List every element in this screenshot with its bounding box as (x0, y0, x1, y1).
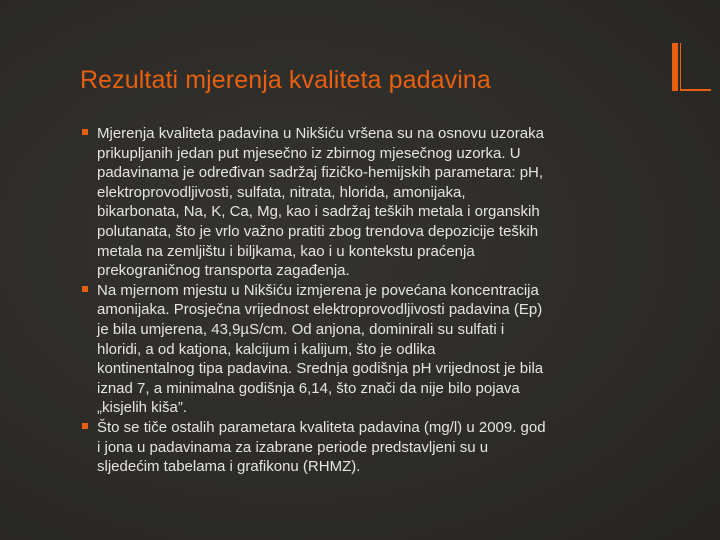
text-line: metala na zemljištu i biljkama, kao i u kontekstu praćenja (97, 242, 475, 260)
bullet-list (82, 124, 638, 477)
text-line: i jona u padavinama za izabrane periode predstavljeni su u (97, 438, 489, 456)
text-line: bikarbonata, Na, K, Ca, Mg, kao i sadržaj teških metala i organskih (97, 203, 540, 221)
bullet-item (82, 418, 638, 477)
text-line: iznad 7, a minimalna godišnja 6,14, što znači da nije bilo pojava (97, 379, 520, 397)
bullet-item (82, 124, 638, 281)
text-line: Što se tiče ostalih parametara kvaliteta padavina (mg/l) u 2009. god (97, 418, 546, 436)
text-line: Mjerenja kvaliteta padavina u Nikšiću vršena su na osnovu uzoraka (97, 125, 544, 142)
text-line: kontinentalnog tipa padavina. Srednja godišnja pH vrijednost je bila (97, 360, 544, 378)
bullet-text (97, 418, 638, 477)
text-line: elektroprovodljivosti, sulfata, nitrata, hlorida, amonijaka, (97, 183, 466, 201)
square-bullet-icon (82, 129, 88, 135)
text-line: sljedećim tabelama i grafikonu (RHMZ). (97, 458, 361, 476)
text-line: prekograničnog transporta zagađenja. (97, 262, 350, 280)
text-line: je bila umjerena, 43,9µS/cm. Od anjona, dominirali su sulfati i (97, 320, 505, 338)
accent-frame-decoration (680, 43, 711, 91)
square-bullet-icon (82, 286, 88, 292)
text-line: „kisjelih kiša”. (97, 399, 188, 417)
accent-bar-decoration (672, 43, 678, 91)
slide-title: Rezultati mjerenja kvaliteta padavina (80, 66, 491, 94)
text-line: prikupljanih jedan put mjesečno iz zbirnog mjesečnog uzorka. U (97, 144, 521, 162)
text-line: hloridi, a od katjona, kalcijum i kalijum, što je odlika (97, 340, 436, 358)
text-line: Na mjernom mjestu u Nikšiću izmjerena je povećana koncentracija (97, 281, 539, 299)
bullet-text (97, 124, 638, 281)
bullet-item (82, 281, 638, 418)
text-line: polutanata, što je vrlo važno pratiti zbog trendova depozicije teških (97, 222, 539, 240)
square-bullet-icon (82, 423, 88, 429)
text-line: amonijaka. Prosječna vrijednost elektroprovodljivosti padavina (Ep) (97, 301, 543, 319)
bullet-text (97, 281, 638, 418)
text-line: padavinama je određivan sadržaj fizičko-hemijskih parametara: pH, (97, 164, 544, 182)
